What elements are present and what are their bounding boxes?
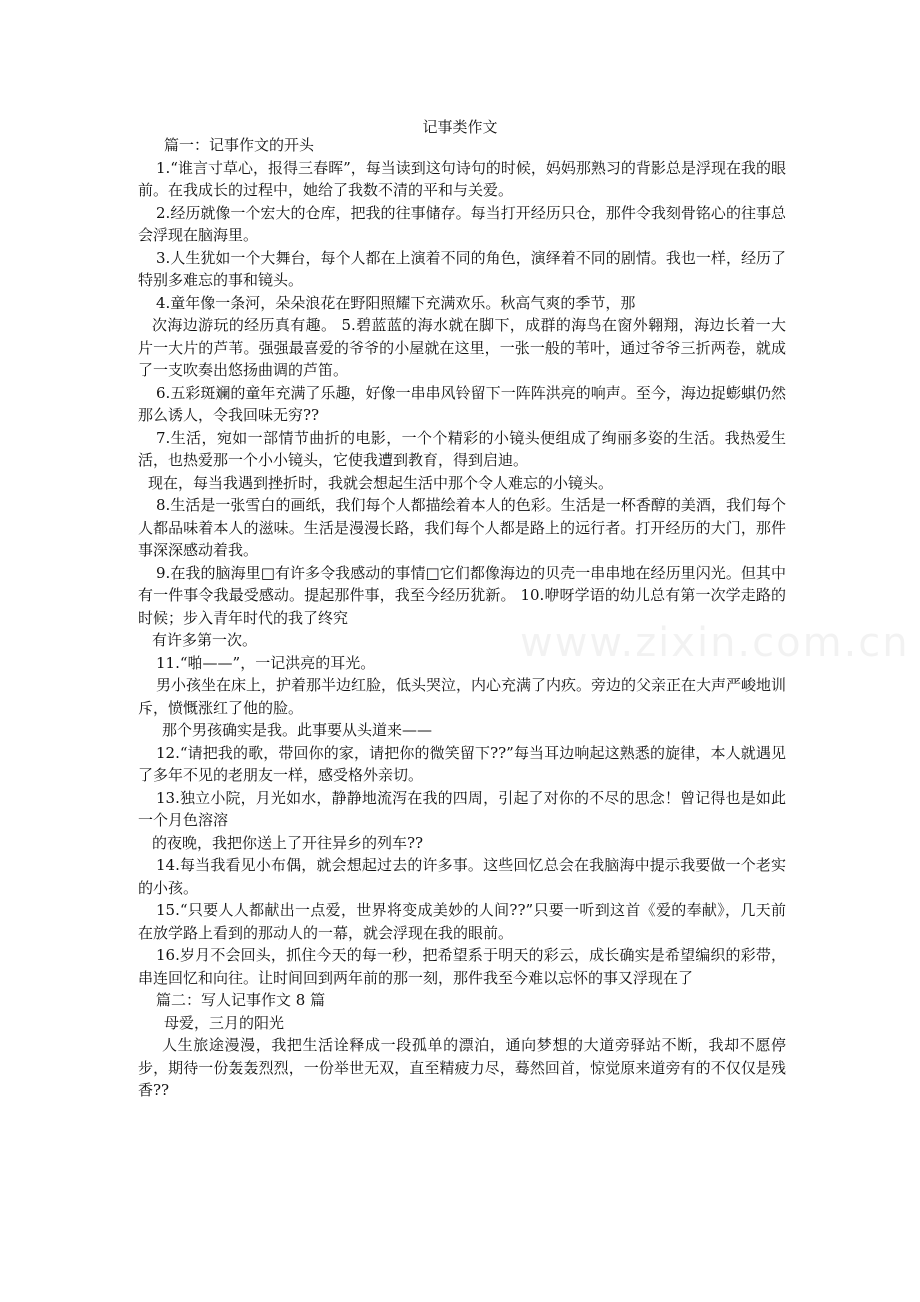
paragraph: 男小孩坐在床上，护着那半边红脸，低头哭泣，内心充满了内疚。旁边的父亲正在大声严峻地训斥，愤慨涨红了他的脸。 xyxy=(138,676,787,717)
subheading: 母爱，三月的阳光 xyxy=(164,1013,285,1032)
document-body xyxy=(138,134,786,1102)
paragraph: 那个男孩确实是我。此事要从头道来—— xyxy=(162,721,433,739)
paragraph: 有许多第一次。 xyxy=(152,631,258,649)
paragraph: 的夜晚，我把你送上了开往异乡的列车?? xyxy=(152,833,424,852)
paragraph: 12.“请把我的歌，带回你的家，请把你的微笑留下??”每当耳边响起这熟悉的旋律，本人就遇见了多年不见的老朋友一样，感受格外亲切。 xyxy=(138,743,786,784)
paragraph: 3.人生犹如一个大舞台，每个人都在上演着不同的角色，演绎着不同的剧情。我也一样，经历了特别多难忘的事和镜头。 xyxy=(138,248,786,289)
paragraph: 人生旅途漫漫，我把生活诠释成一段孤单的漂泊，通向梦想的大道旁驿站不断，我却不愿停步，期待一份轰轰烈烈，一份举世无双，直至精疲力尽，蓦然回首，惊觉原来道旁有的不仅仅是残香?? xyxy=(138,1036,786,1099)
paragraph: 4.童年像一条河，朵朵浪花在野阳照耀下充满欢乐。秋高气爽的季节，那 xyxy=(156,293,636,312)
paragraph: 1.“谁言寸草心，报得三春晖”，每当读到这句诗句的时候，妈妈那熟习的背影总是浮现在我的眼前。在我成长的过程中，她给了我数不清的平和与关爱。 xyxy=(138,158,786,199)
paragraph: 7.生活，宛如一部情节曲折的电影，一个个精彩的小镜头便组成了绚丽多姿的生活。我热爱生活，也热爱那一个小小镜头，它使我遭到教育，得到启迪。 xyxy=(138,428,786,469)
paragraph: 8.生活是一张雪白的画纸，我们每个人都描绘着本人的色彩。生活是一杯香醇的美酒，我们每个人都品味着本人的滋味。生活是漫漫长路，我们每个人都是路上的远行者。打开经历的大门，那件事深深感动着我。 xyxy=(138,496,786,559)
section-heading-2: 篇二：写人记事作文 8 篇 xyxy=(156,991,326,1009)
watermark: www.zixin.com.cn xyxy=(520,620,910,666)
paragraph: 现在，每当我遇到挫折时，我就会想起生活中那个令人难忘的小镜头。 xyxy=(148,473,614,492)
section-heading-1: 篇一：记事作文的开头 xyxy=(164,136,315,154)
document-title: 记事类作文 xyxy=(422,118,498,136)
paragraph: 6.五彩斑斓的童年充满了乐趣，好像一串串风铃留下一阵阵洪亮的响声。至今，海边捉蟛蜞仍然那么诱人，令我回味无穷?? xyxy=(138,383,786,424)
paragraph: 14.每当我看见小布偶，就会想起过去的许多事。这些回忆总会在我脑海中提示我要做一个老实的小孩。 xyxy=(138,856,786,897)
paragraph: 2.经历就像一个宏大的仓库，把我的往事储存。每当打开经历只仓，那件令我刻骨铭心的往事总会浮现在脑海里。 xyxy=(138,203,786,244)
paragraph: 次海边游玩的经历真有趣。 5.碧蓝蓝的海水就在脚下，成群的海鸟在窗外翱翔，海边长着一大片一大片的芦苇。强强最喜爱的爷爷的小屋就在这里，一张一般的苇叶，通过爷爷三折两卷，就成了一支吹奏出悠扬曲调的芦笛。 xyxy=(138,316,786,379)
paragraph: 9.在我的脑海里□有许多令我感动的事情□它们都像海边的贝壳一串串地在经历里闪光。但其中有一件事令我最受感动。提起那件事，我至今经历犹新。 10.咿呀学语的幼儿总有第一次学走路的时候；步入青年时代的我了终究 xyxy=(138,563,786,627)
paragraph: 13.独立小院，月光如水，静静地流泻在我的四周，引起了对你的不尽的思念！曾记得也是如此一个月色溶溶 xyxy=(138,788,786,829)
paragraph: 11.“啪——”，一记洪亮的耳光。 xyxy=(156,653,376,672)
paragraph: 16.岁月不会回头，抓住今天的每一秒，把希望系于明天的彩云，成长确实是希望编织的彩带，串连回忆和向往。让时间回到两年前的那一刻，那件我至今难以忘怀的事又浮现在了 xyxy=(138,946,786,987)
paragraph: 15.“只要人人都献出一点爱，世界将变成美妙的人间??”只要一听到这首《爱的奉献》，几天前在放学路上看到的那动人的一幕，就会浮现在我的眼前。 xyxy=(138,901,786,942)
